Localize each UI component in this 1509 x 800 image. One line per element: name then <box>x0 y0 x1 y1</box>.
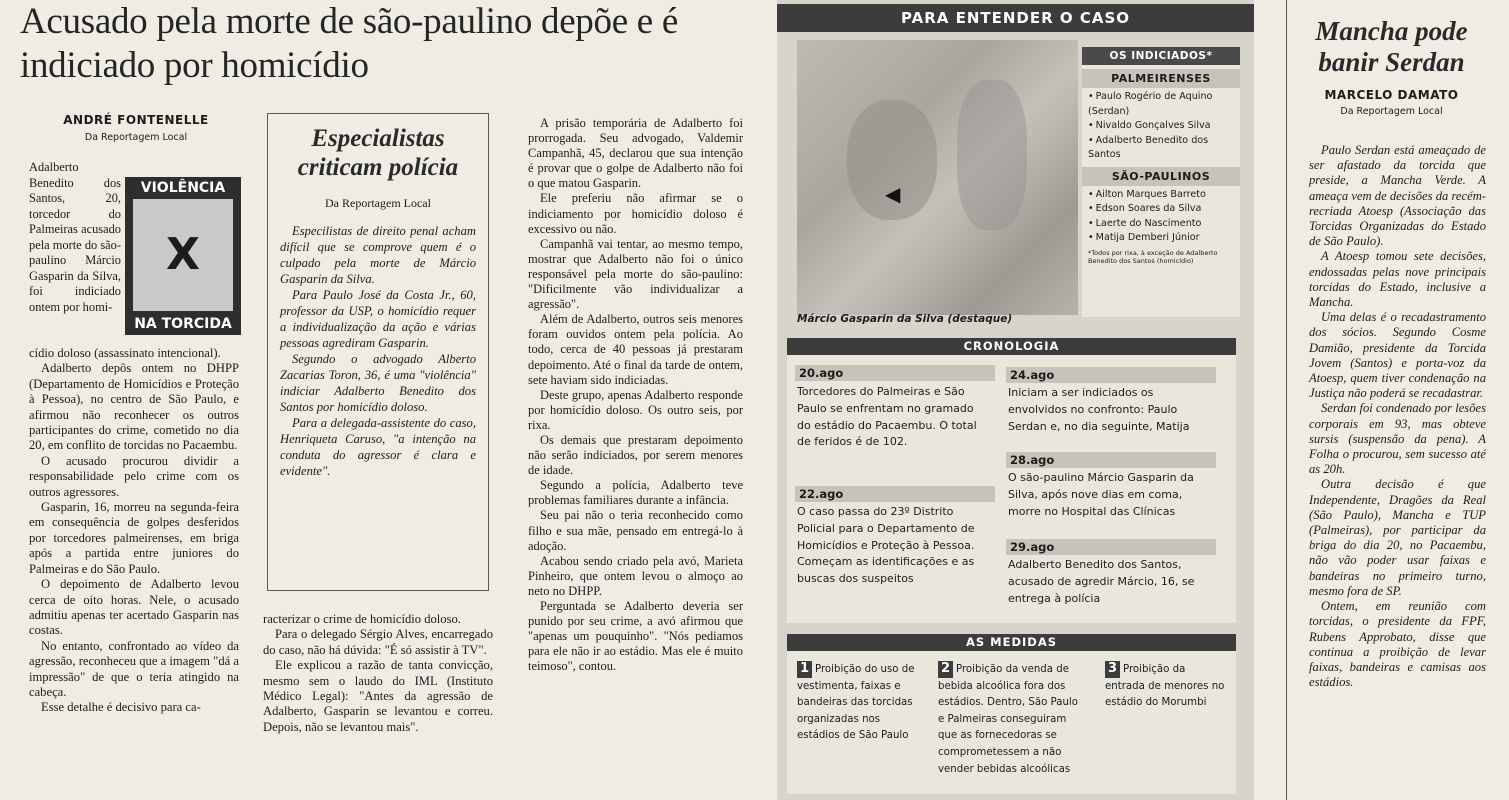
event-date: 28.ago <box>1006 452 1216 468</box>
indiciados-title: OS INDICIADOS* <box>1082 47 1240 65</box>
article-paragraph: Adalberto depôs ontem no DHPP (Departamento de Homicídios e Proteção à Pessoa), no centro de São Paulo, e afirmou não reconhecer os outros participantes do crime, cometido no dia 20, em conflito de torcidas no Pacaembu. <box>29 361 239 453</box>
article-paragraph: O depoimento de Adalberto levou cerca de oito horas. Nele, o acusado admitiu apenas ter acertado Gasparin nas costas. <box>29 577 239 638</box>
sidebar-paragraph: Para a delegada-assistente do caso, Henriqueta Caruso, "a intenção na conduta do agressor é clara e evidente". <box>280 416 476 478</box>
right-author: MARCELO DAMATO <box>1324 88 1459 102</box>
photo-figure-shape <box>957 80 1027 230</box>
list-item: • Nivaldo Gonçalves Silva <box>1088 119 1236 134</box>
medidas-box <box>787 634 1236 794</box>
article-paragraph: Para o delegado Sérgio Alves, encarregado do caso, não há dúvida: "É só assistir à TV". <box>263 627 493 657</box>
right-credit: Da Reportagem Local <box>1340 106 1443 117</box>
list-item: • Edson Soares da Silva <box>1088 202 1236 217</box>
sidebar-title: Especialistas criticam polícia <box>297 125 459 181</box>
article-paragraph: Esse detalhe é decisivo para ca- <box>41 700 201 715</box>
right-paragraph: A Atoesp tomou sete decisões, endossadas pelas nove principais torcidas do Estado, inclusive a Mancha. <box>1309 249 1486 310</box>
logo-top-text: VIOLÊNCIA <box>140 180 226 196</box>
list-item: • Adalberto Benedito dos Santos <box>1088 134 1236 163</box>
indiciados-note: *Todos por rixa, à exceção de Adalberto Benedito dos Santos (homicídio) <box>1088 248 1218 265</box>
article-paragraph: Perguntada se Adalberto deveria ser punido por seu crime, a avó afirmou que "apenas um pouquinho". "Nós pediamos para ele não ir ao estádio. Mas ele é muito teimoso", contou. <box>528 599 743 674</box>
article-column-3 <box>528 116 743 674</box>
sidebar-paragraph: Especilistas de direito penal acham difícil que se comprove quem é o culpado pela morte de Márcio Gasparin da Silva. <box>280 224 476 286</box>
event-text: Torcedores do Palmeiras e São Paulo se enfrentam no gramado do estádio do Pacaembu. O total de feridos é de 102. <box>797 385 977 449</box>
author-byline: ANDRÉ FONTENELLE <box>63 113 209 127</box>
violencia-na-torcida-logo <box>125 177 241 335</box>
medida-item <box>938 661 1086 778</box>
medida-text: Proibição da venda de bebida alcoólica fora dos estádios. Dentro, São Paulo e Palmeiras conseguiram que as fornecedoras se comprometessem a não vender bebidas alcoólicas <box>938 664 1078 775</box>
right-paragraph: Paulo Serdan está ameaçado de ser afastado da torcida que preside, a Mancha Verde. A ameaça vem de decisões da recém-recriada Atoesp (Associação das Torcidas Organizadas do Estado de São Paulo). <box>1309 143 1486 249</box>
medida-text: Proibição da entrada de menores no estádio do Morumbi <box>1105 664 1225 709</box>
group-heading-palmeirenses: PALMEIRENSES <box>1082 69 1240 88</box>
article-paragraph: Acabou sendo criado pela avó, Marieta Pinheiro, que ontem levou o almoço ao neto no DHPP. <box>528 553 743 598</box>
article-paragraph: Gasparin, 16, morreu na segunda-feira em consequência de golpes desferidos por torcedores palmeirenses, em briga após a partida entre juniores do Palmeiras e do São Paulo. <box>29 500 239 576</box>
author-credit: Da Reportagem Local <box>84 132 188 143</box>
article-paragraph: No entanto, confrontado ao vídeo da agressão, reconheceu que a imagem "dá a impressão" de que o teria atingido na cabeça. <box>29 638 239 699</box>
group-list-palmeirenses <box>1082 90 1240 163</box>
sidebar-paragraph: Segundo o advogado Alberto Zacarias Toron, 36, é uma "violência" indiciar Adalberto Benedito dos Santos por homicídio doloso. <box>280 352 476 414</box>
right-paragraph: Uma delas é o recadastramento dos sócios. Segundo Cosme Damião, presidente da Torcida Jovem (Santos) e porta-voz da Atoesp, quem tiver condenação na Justiça não poderá se recadastrar. <box>1309 310 1486 401</box>
event-text: O caso passa do 23º Distrito Policial para o Departamento de Homicídios e Proteção à Pessoa. Começam as identificações e as buscas dos suspeitos <box>797 505 975 586</box>
event-date: 20.ago <box>795 365 995 381</box>
infobox-title: PARA ENTENDER O CASO <box>777 4 1254 32</box>
medida-text: Proibição do uso de vestimenta, faixas e bandeiras das torcidas organizadas nos estádios de São Paulo <box>797 664 915 742</box>
medida-item <box>797 661 925 745</box>
article-paragraph: cídio doloso (assassinato intencional). <box>29 346 221 360</box>
sidebar-credit: Da Reportagem Local <box>325 196 431 210</box>
article-paragraph: Os demais que prestaram depoimento não serão indiciados, por serem menores de idade. <box>528 432 743 478</box>
article-paragraph: Segundo a polícia, Adalberto teve problemas familiares durante a infância. <box>528 478 743 508</box>
logo-x-panel <box>133 199 233 311</box>
right-body <box>1287 143 1496 690</box>
medida-number: 2 <box>938 661 953 678</box>
lead-wrap-text: Adalberto Benedito dos Santos, 20, torcedor do Palmeiras acusado pela morte do são-paulino Márcio Gasparin da Silva, foi indiciado ontem por homi- <box>29 160 121 314</box>
group-heading-sao-paulinos: SÃO-PAULINOS <box>1082 167 1240 186</box>
cronologia-box <box>787 338 1236 623</box>
article-paragraph: Deste grupo, apenas Adalberto responde por homicídio doloso. Os outro seis, por rixa. <box>528 387 743 432</box>
photo-caption: Márcio Gasparin da Silva (destaque) <box>797 313 1013 325</box>
list-item: • Matija Demberi Júnior <box>1088 231 1236 246</box>
right-paragraph: Serdan foi condenado por lesões corporais em 93, mas obteve sursis (suspensão da pena). A Folha o procurou, sem sucesso até as 20h. <box>1309 401 1486 477</box>
group-list-sao-paulinos <box>1082 188 1240 246</box>
event-date: 24.ago <box>1006 367 1216 383</box>
right-column-article <box>1286 0 1496 800</box>
event-text: Adalberto Benedito dos Santos, acusado de agredir Márcio, 16, se entrega à polícia <box>1008 558 1195 605</box>
indiciados-box <box>1082 47 1240 317</box>
medida-item <box>1105 661 1225 712</box>
article-paragraph: racterizar o crime de homicídio doloso. <box>263 612 461 626</box>
right-paragraph: Ontem, em reunião com torcidas, o presidente da FPF, Rubens Approbato, disse que continua a proibição de levar faixas, bandeiras e camisas aos estádios. <box>1309 599 1486 690</box>
article-paragraph: Seu pai não o teria reconhecido como filho e sua mãe, pensado em entregá-lo à adoção. <box>528 508 743 553</box>
article-column-2 <box>263 612 493 735</box>
article-paragraph: Ele preferiu não afirmar se o indiciamento por homicídio doloso é excessivo ou não. <box>528 191 743 236</box>
sidebar-body <box>280 223 476 479</box>
event-text: O são-paulino Márcio Gasparin da Silva, após nove dias em coma, morre no Hospital das Clínicas <box>1008 471 1194 518</box>
article-paragraph: Campanhã vai tentar, ao mesmo tempo, mostrar que Adalberto não foi o único responsável pela morte do são-paulino: "Dificilmente vão individualizar a agressão". <box>528 236 743 312</box>
list-item: • Paulo Rogério de Aquino (Serdan) <box>1088 90 1236 119</box>
article-column-1 <box>29 346 239 716</box>
list-item: • Ailton Marques Barreto <box>1088 188 1236 203</box>
right-paragraph: Outra decisão é que Independente, Dragões da Real (São Paulo), Mancha e TUP (Palmeiras), por participar da briga do dia 20, no Pacaembu, não vão poder usar faixas e bandeiras no primeiro turno, mesmo fora de SP. <box>1309 477 1486 598</box>
event-date: 22.ago <box>795 486 995 502</box>
headline: Acusado pela morte de são-paulino depõe e é indiciado por homicídio <box>20 1 678 86</box>
article-paragraph: Ele explicou a razão de tanta convicção, mesmo sem o laudo do IML (Instituto Médico Legal): "Antes da agressão de Adalberto, Gasparin se levantou e correu. Depois, não se levantou mais". <box>263 658 493 734</box>
logo-bottom-text: NA TORCIDA <box>134 316 232 332</box>
highlight-arrow-icon: ◀ <box>885 184 901 206</box>
cronologia-title: CRONOLOGIA <box>787 338 1236 355</box>
sidebar-box <box>267 113 489 591</box>
article-paragraph: A prisão temporária de Adalberto foi prorrogada. Seu advogado, Valdemir Campanhã, 45, declarou que sua intenção é provar que o golpe de Adalberto não foi o que matou Gasparin. <box>528 116 743 191</box>
event-text: Iniciam a ser indiciados os envolvidos no confronto: Paulo Serdan e, no dia seguinte, Matija <box>1008 386 1190 433</box>
crowd-photo <box>797 40 1078 315</box>
sidebar-paragraph: Para Paulo José da Costa Jr., 60, professor da USP, o homicídio requer a individualização da ação e várias pessoas agrediram Gasparin. <box>280 288 476 350</box>
medida-number: 3 <box>1105 661 1120 678</box>
logo-x-mark: X <box>166 229 200 280</box>
medidas-title: AS MEDIDAS <box>787 634 1236 651</box>
article-paragraph: O acusado procurou dividir a responsabilidade pelo crime com os outros agressores. <box>29 453 239 499</box>
medida-number: 1 <box>797 661 812 678</box>
list-item: • Laerte do Nascimento <box>1088 217 1236 232</box>
article-paragraph: Além de Adalberto, outros seis menores foram ouvidos ontem pela polícia. Ao todo, cerca de 40 pessoas já prestaram depoimento. Até o final da tarde de ontem, sete haviam sido indiciadas. <box>528 312 743 387</box>
right-headline: Mancha pode banir Serdan <box>1315 16 1468 77</box>
event-date: 29.ago <box>1006 539 1216 555</box>
